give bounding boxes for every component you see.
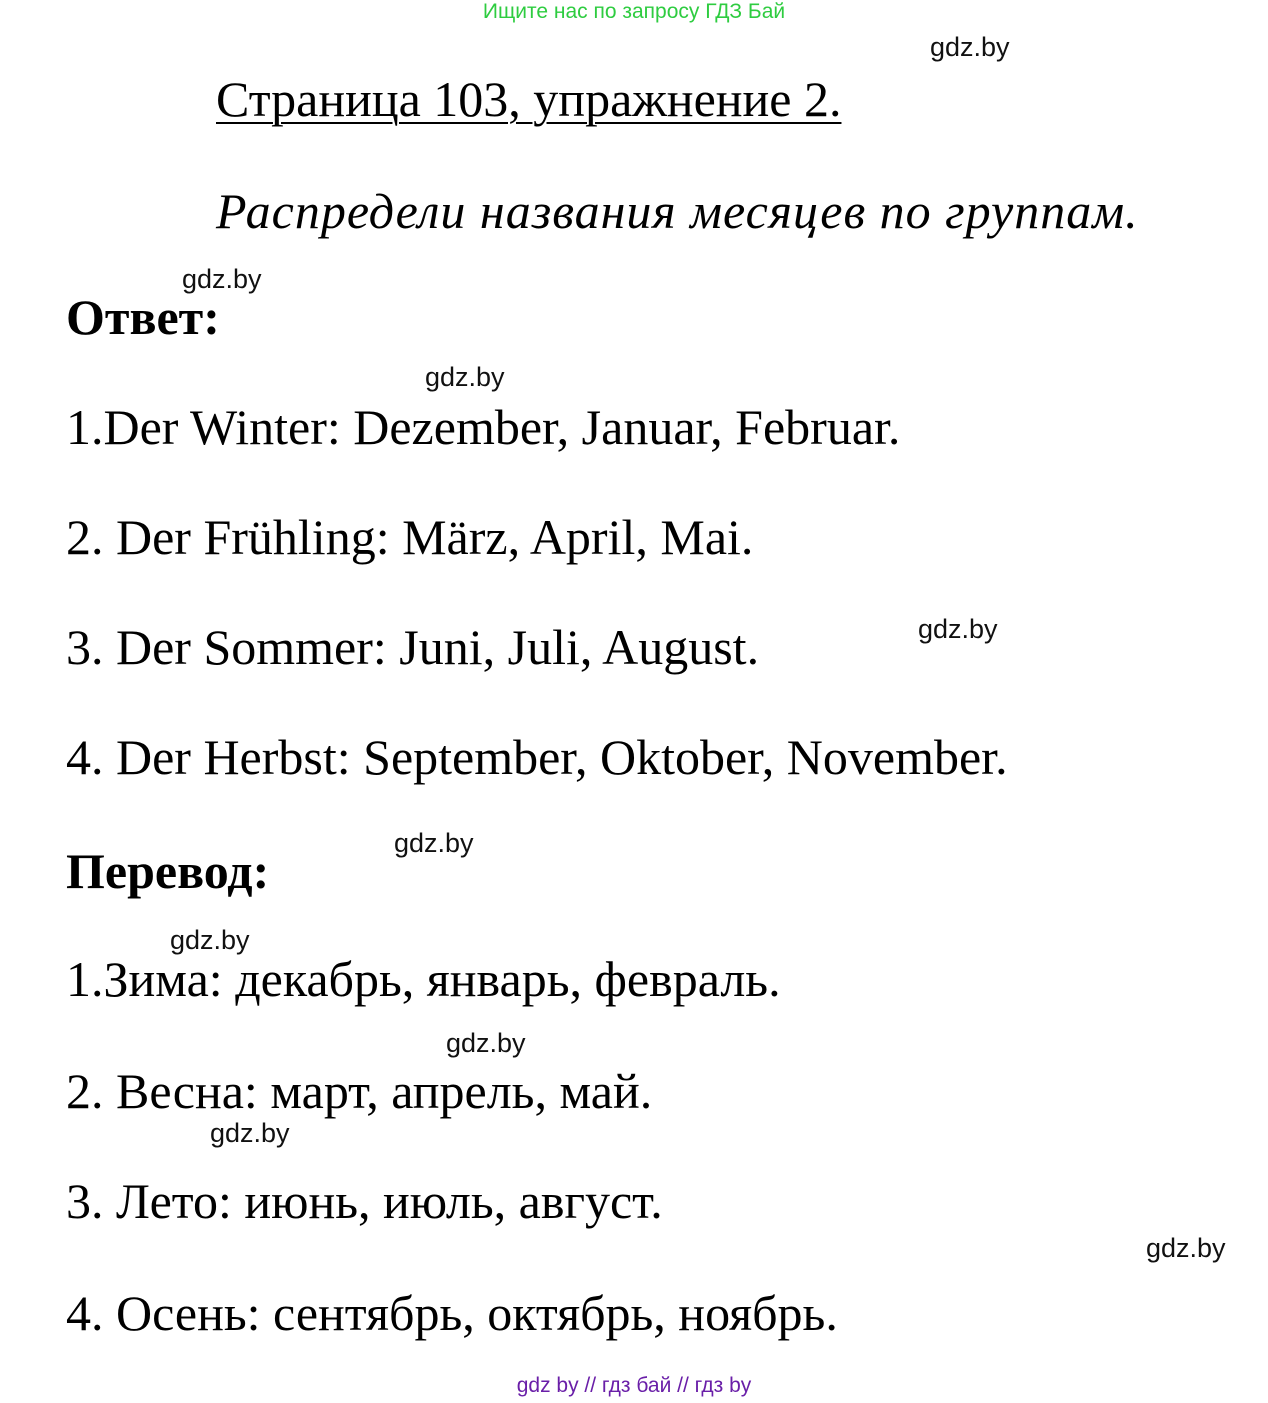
translation-line-summer: 3. Лето: июнь, июль, август. — [66, 1173, 663, 1229]
answer-heading: Ответ: — [66, 289, 220, 345]
watermark: gdz.by — [425, 362, 505, 392]
answer-line-winter: 1.Der Winter: Dezember, Januar, Februar. — [66, 399, 901, 455]
watermark: gdz.by — [446, 1028, 526, 1058]
watermark: gdz.by — [1146, 1233, 1226, 1263]
watermark: gdz.by — [170, 925, 250, 955]
translation-heading: Перевод: — [66, 843, 270, 899]
translation-line-spring: 2. Весна: март, апрель, май. — [66, 1063, 653, 1119]
answer-line-spring: 2. Der Frühling: März, April, Mai. — [66, 509, 754, 565]
task-instruction: Распредели названия месяцев по группам. — [216, 183, 1139, 239]
translation-line-autumn: 4. Осень: сентябрь, октябрь, ноябрь. — [66, 1285, 838, 1341]
watermark: gdz.by — [918, 614, 998, 644]
watermark: gdz.by — [394, 828, 474, 858]
page-title: Страница 103, упражнение 2. — [216, 71, 842, 127]
watermark: gdz.by — [182, 264, 262, 294]
top-banner: Ищите нас по запросу ГДЗ Бай — [482, 0, 786, 23]
watermark: gdz.by — [930, 32, 1010, 62]
answer-line-summer: 3. Der Sommer: Juni, Juli, August. — [66, 619, 760, 675]
footer: gdz by // гдз бай // гдз by — [516, 1374, 752, 1397]
answer-line-autumn: 4. Der Herbst: September, Oktober, November. — [66, 729, 1008, 785]
watermark: gdz.by — [210, 1118, 290, 1148]
translation-line-winter: 1.Зима: декабрь, январь, февраль. — [66, 951, 781, 1007]
